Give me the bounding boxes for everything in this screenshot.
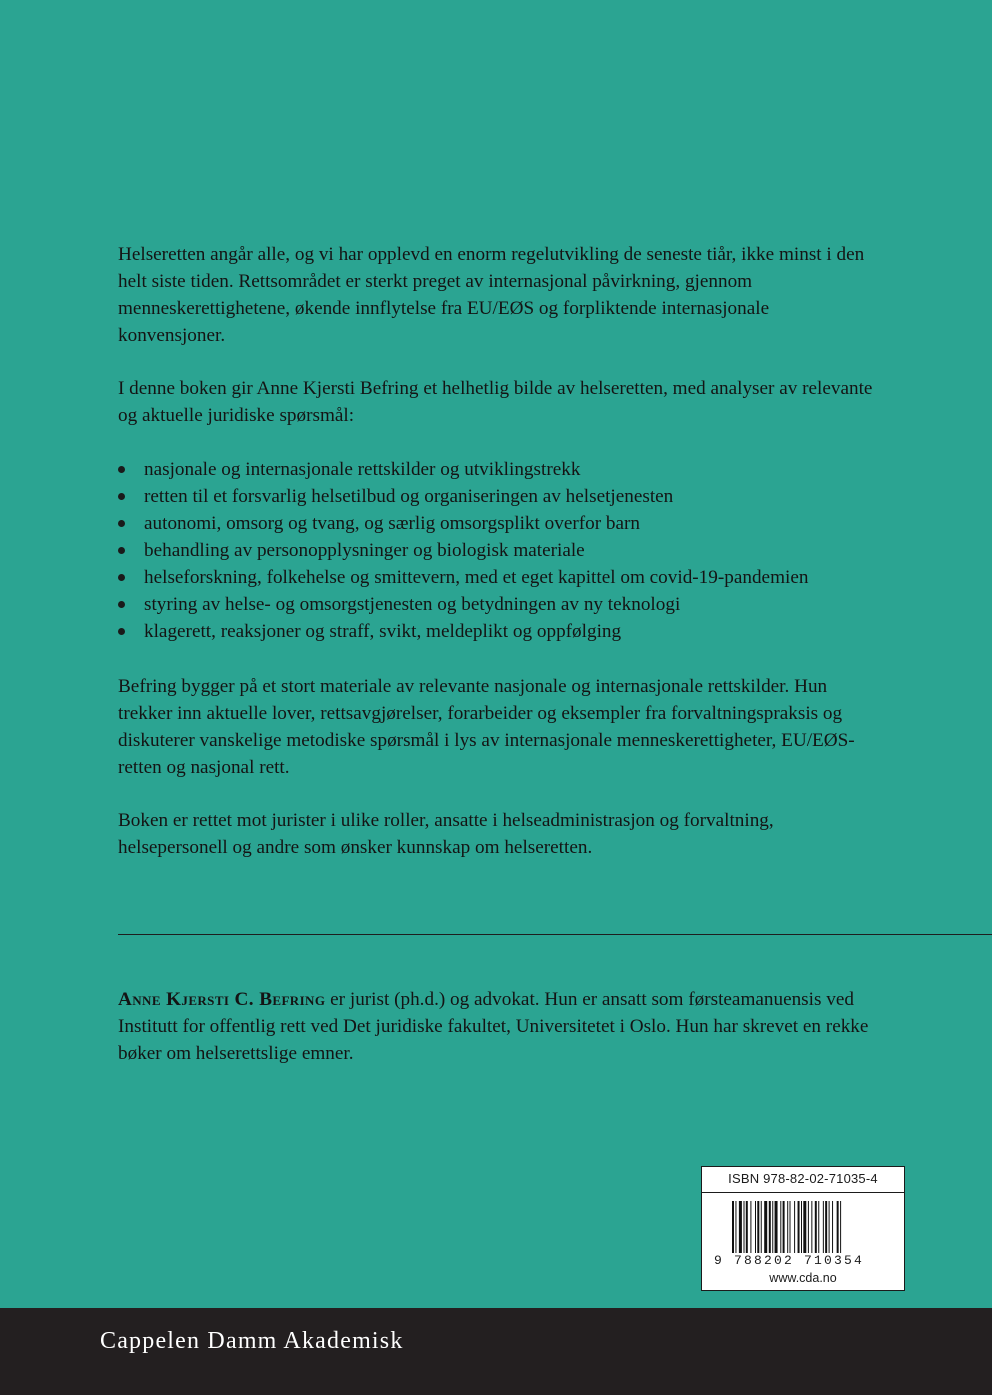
isbn-label: ISBN 978-82-02-71035-4 [728, 1171, 878, 1186]
bullet-icon [118, 628, 125, 635]
isbn-divider [702, 1192, 904, 1193]
description-lead: I denne boken gir Anne Kjersti Befring et helhetlig bilde av helseretten, med analyser av relevante og aktuelle juridiske spørsmål: [118, 378, 873, 426]
list-item [118, 564, 898, 591]
list-item-text: klagerett, reaksjoner og straff, svikt, meldeplikt og oppfølging [144, 621, 622, 642]
list-item [118, 456, 898, 483]
description-method: Befring bygger på et stort materiale av relevante nasjonale og internasjonale rettskilder. Hun trekker inn aktuelle lover, rettsavgjørelser, forarbeider og eksempler fra forvaltningspraksis og diskuterer vanskelige metodiske spørsmål i lys av internasjonale menneskerettigheter, EU/EØS-retten og nasjonal rett. [118, 676, 855, 778]
isbn-barcode-box [701, 1166, 905, 1291]
list-item-text: behandling av personopplysninger og biologisk materiale [144, 540, 585, 561]
author-name: Anne Kjersti C. Befring [118, 989, 326, 1010]
list-item [118, 591, 898, 618]
list-item-text: styring av helse- og omsorgstjenesten og betydningen av ny teknologi [144, 594, 681, 615]
topic-list [118, 456, 898, 645]
section-divider [118, 934, 992, 935]
publisher-footer [0, 1308, 992, 1395]
author-bio-text: er jurist (ph.d.) og advokat. Hun er ansatt som førsteamanuensis ved Institutt for offentlig rett ved Det juridiske fakultet, Universitetet i Oslo. Hun har skrevet en rekke bøker om helserettslige emner. [118, 989, 869, 1064]
bullet-icon [118, 466, 125, 473]
description-audience: Boken er rettet mot jurister i ulike roller, ansatte i helseadministrasjon og forvaltning, helsepersonell og andre som ønsker kunnskap om helseretten. [118, 810, 774, 858]
publisher-logo: Cappelen Damm Akademisk [100, 1328, 404, 1354]
list-item-text: helseforskning, folkehelse og smittevern, med et eget kapittel om covid-19-pandemien [144, 567, 809, 588]
list-item-text: nasjonale og internasjonale rettskilder og utviklingstrekk [144, 459, 581, 480]
barcode-icon [732, 1201, 876, 1253]
bullet-icon [118, 574, 125, 581]
list-item [118, 510, 898, 537]
bullet-icon [118, 547, 125, 554]
list-item [118, 618, 898, 645]
author-bio [118, 986, 880, 1067]
list-item [118, 483, 898, 510]
bullet-icon [118, 520, 125, 527]
bullet-icon [118, 601, 125, 608]
list-item-text: retten til et forsvarlig helsetilbud og organiseringen av helsetjenesten [144, 486, 674, 507]
publisher-url: www.cda.no [769, 1271, 837, 1285]
list-item-text: autonomi, omsorg og tvang, og særlig omsorgsplikt overfor barn [144, 513, 640, 534]
list-item [118, 537, 898, 564]
description-intro: Helseretten angår alle, og vi har opplevd en enorm regelutvikling de seneste tiår, ikke minst i den helt siste tiden. Rettsområdet er sterkt preget av internasjonal påvirkning, gjennom menneskerettighetene, økende innflytelse fra EU/EØS og forpliktende internasjonale konvensjoner. [118, 244, 865, 346]
bullet-icon [118, 493, 125, 500]
barcode-digits: 9 788202 710354 [714, 1253, 865, 1268]
